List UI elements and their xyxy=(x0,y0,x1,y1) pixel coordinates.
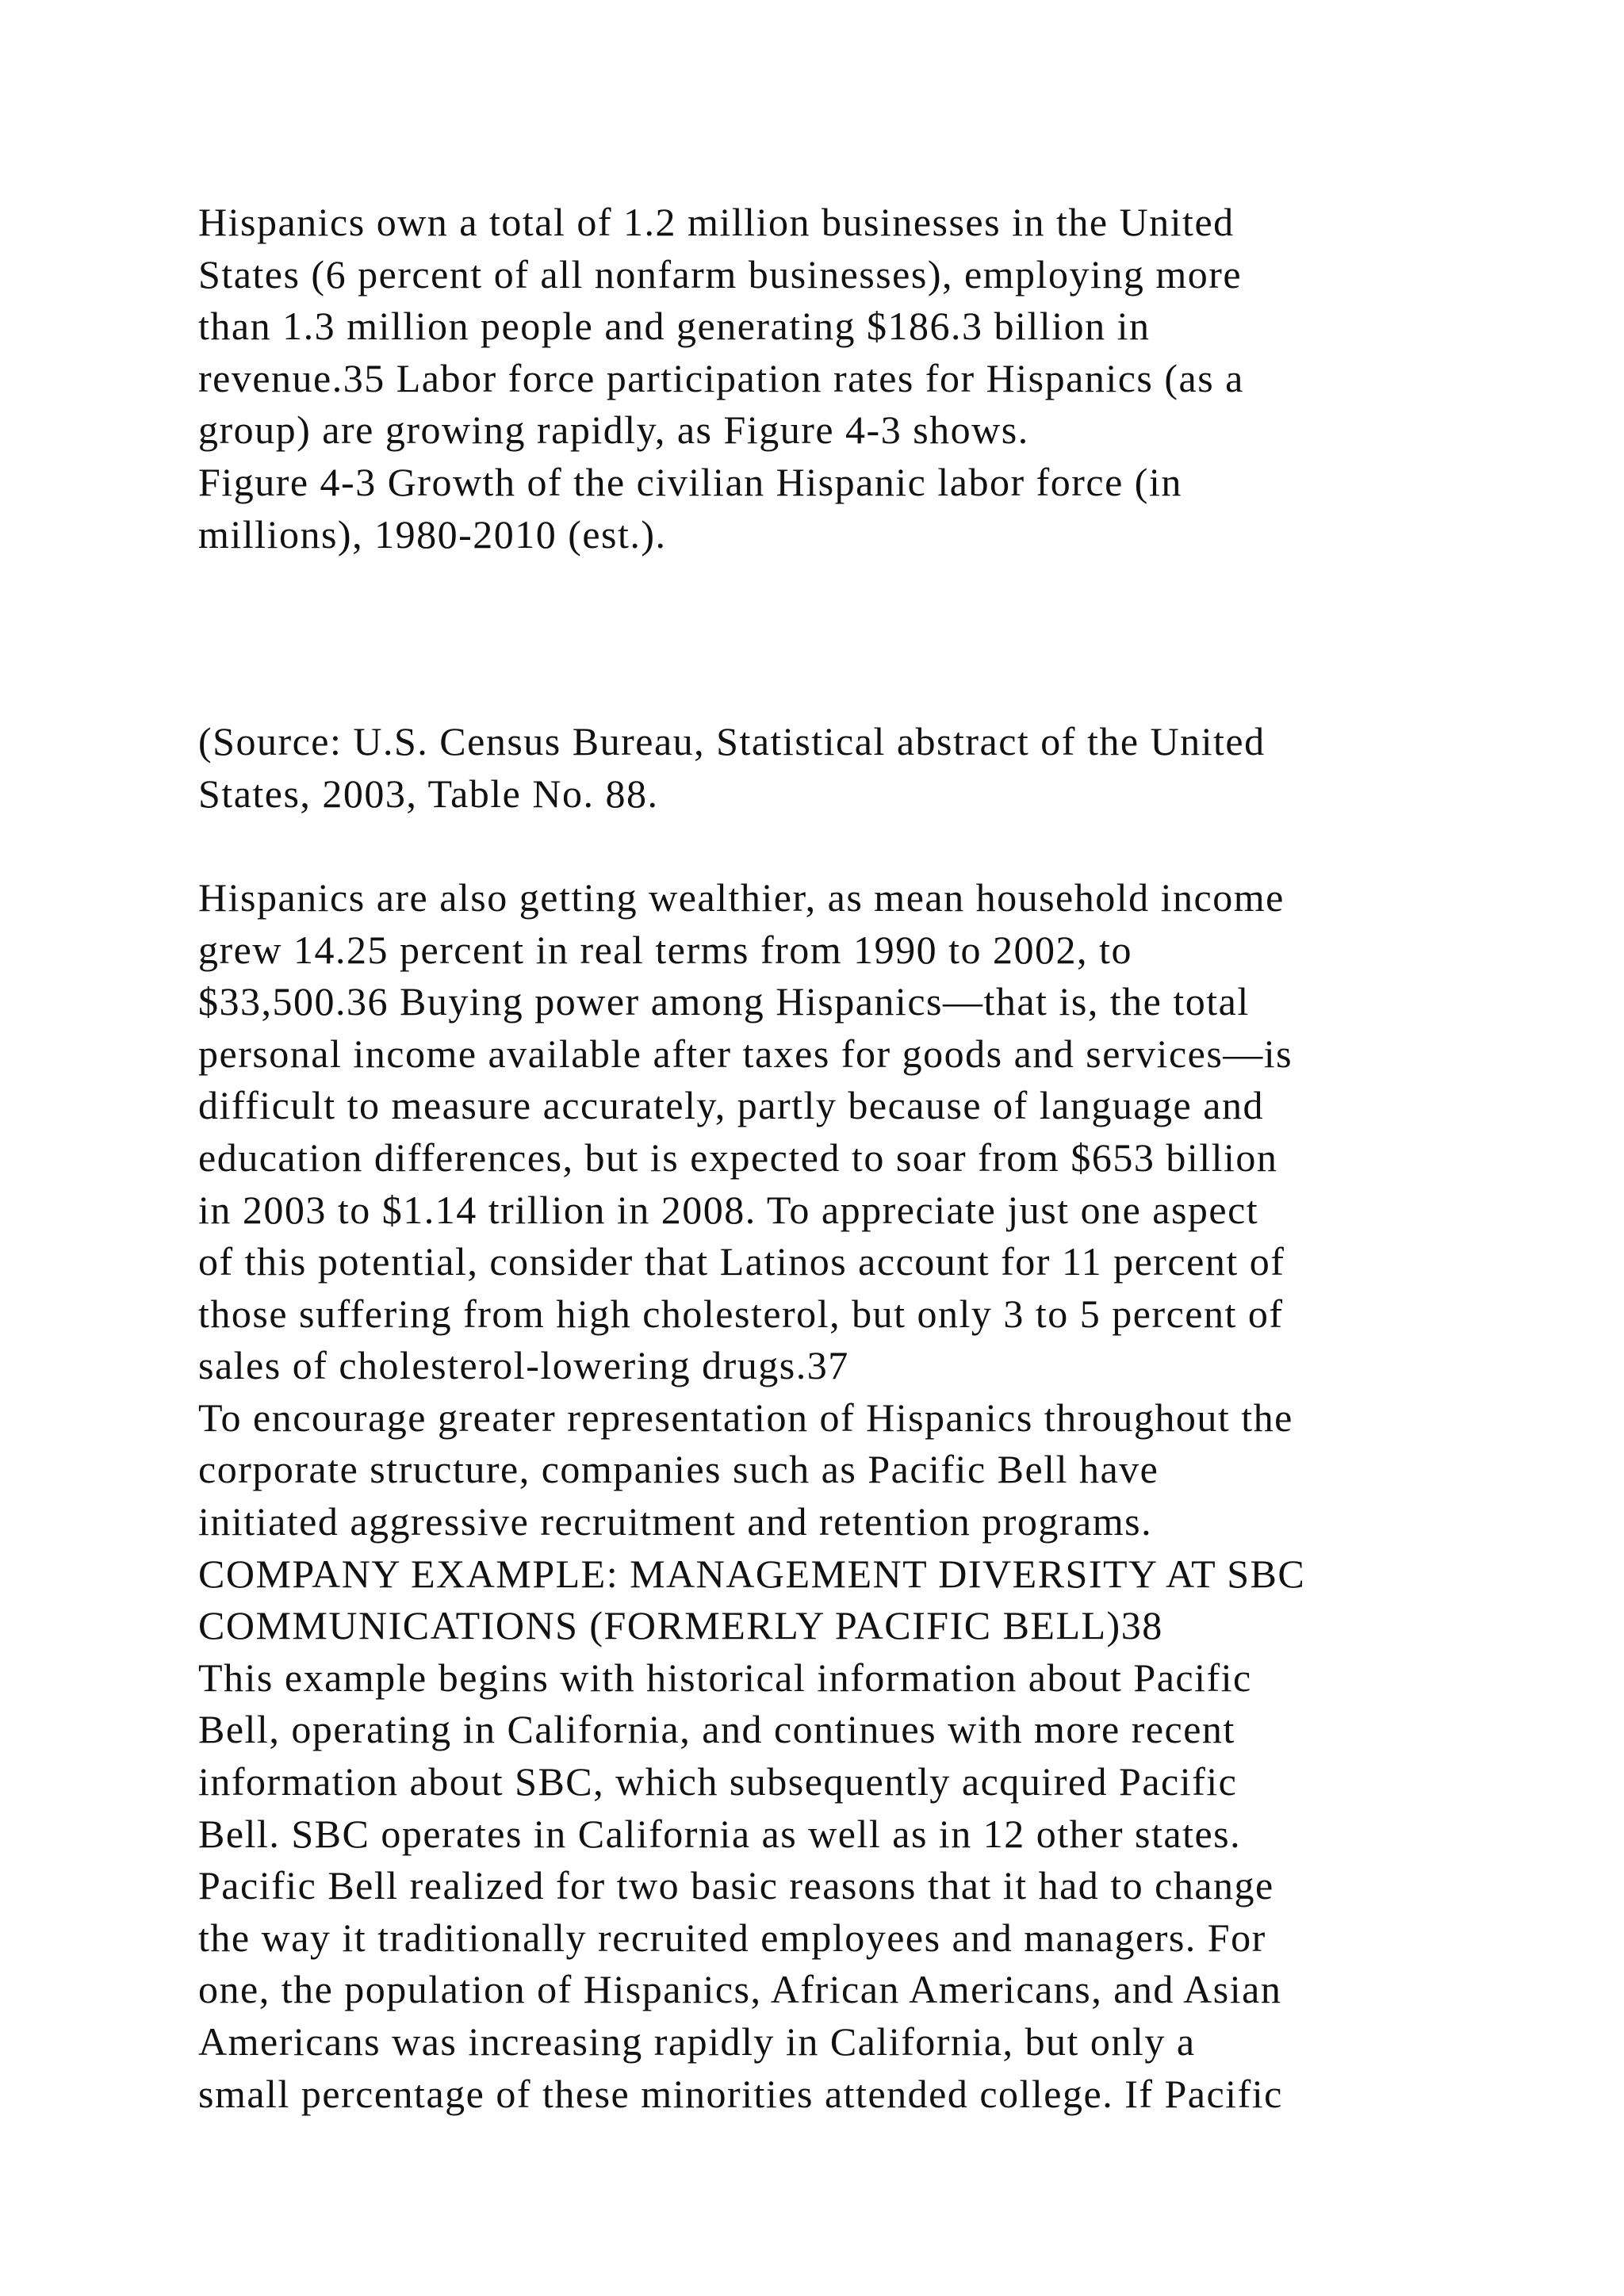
text-line: To encourage greater representation of Hispanics throughout the xyxy=(198,1395,1293,1440)
text-line: Hispanics are also getting wealthier, as mean household income xyxy=(198,874,1285,920)
text-line: initiated aggressive recruitment and retention programs. xyxy=(198,1499,1153,1544)
paragraph-businesses xyxy=(198,197,1546,457)
text-line: Americans was increasing rapidly in California, but only a xyxy=(198,2019,1196,2064)
text-line: of this potential, consider that Latinos account for 11 percent of xyxy=(198,1239,1285,1284)
text-line: those suffering from high cholesterol, but only 3 to 5 percent of xyxy=(198,1291,1284,1336)
paragraph-wealth xyxy=(198,872,1546,1392)
paragraph-example-intro xyxy=(198,1652,1546,1860)
text-line: education differences, but is expected to soar from $653 billion xyxy=(198,1135,1278,1180)
text-line: the way it traditionally recruited employees and managers. For xyxy=(198,1915,1266,1960)
text-line: Pacific Bell realized for two basic reasons that it had to change xyxy=(198,1863,1274,1908)
heading-line: COMPANY EXAMPLE: MANAGEMENT DIVERSITY AT SBC xyxy=(198,1551,1306,1596)
text-line: information about SBC, which subsequently acquired Pacific xyxy=(198,1759,1238,1804)
text-line: in 2003 to $1.14 trillion in 2008. To appreciate just one aspect xyxy=(198,1187,1259,1232)
text-line: Hispanics own a total of 1.2 million businesses in the United xyxy=(198,200,1235,244)
paragraph-reasons xyxy=(198,1860,1546,2120)
text-line: Bell, operating in California, and continues with more recent xyxy=(198,1707,1235,1752)
text-line: $33,500.36 Buying power among Hispanics—that is, the total xyxy=(198,979,1250,1024)
text-line: millions), 1980-2010 (est.). xyxy=(198,511,667,557)
text-line: States (6 percent of all nonfarm businesses), employing more xyxy=(198,251,1243,297)
text-line: corporate structure, companies such as Pacific Bell have xyxy=(198,1447,1159,1492)
text-line: revenue.35 Labor force participation rates for Hispanics (as a xyxy=(198,355,1244,400)
text-line: than 1.3 million people and generating $186.3 billion in xyxy=(198,304,1151,349)
text-line: group) are growing rapidly, as Figure 4-3 shows. xyxy=(198,408,1029,453)
text-line: one, the population of Hispanics, African Americans, and Asian xyxy=(198,1967,1282,2012)
text-line: grew 14.25 percent in real terms from 1990 to 2002, to xyxy=(198,927,1132,972)
text-line: sales of cholesterol-lowering drugs.37 xyxy=(198,1343,849,1388)
text-line: This example begins with historical information about Pacific xyxy=(198,1655,1252,1700)
figure-placeholder xyxy=(198,561,1546,716)
text-line: small percentage of these minorities attended college. If Pacific xyxy=(198,2071,1283,2116)
paragraph-spacer xyxy=(198,820,1546,872)
text-line: difficult to measure accurately, partly because of language and xyxy=(198,1083,1264,1128)
section-heading xyxy=(198,1548,1546,1652)
text-line: Figure 4-3 Growth of the civilian Hispanic labor force (in xyxy=(198,459,1182,504)
heading-line: COMMUNICATIONS (FORMERLY PACIFIC BELL)38 xyxy=(198,1603,1163,1648)
text-line: personal income available after taxes for goods and services—is xyxy=(198,1031,1293,1076)
paragraph-representation xyxy=(198,1392,1546,1548)
text-line: (Source: U.S. Census Bureau, Statistical abstract of the United xyxy=(198,719,1266,764)
figure-caption xyxy=(198,457,1546,561)
text-line: Bell. SBC operates in California as well as in 12 other states. xyxy=(198,1811,1242,1856)
text-line: States, 2003, Table No. 88. xyxy=(198,771,659,816)
figure-source xyxy=(198,716,1546,820)
document-page xyxy=(198,197,1546,2120)
